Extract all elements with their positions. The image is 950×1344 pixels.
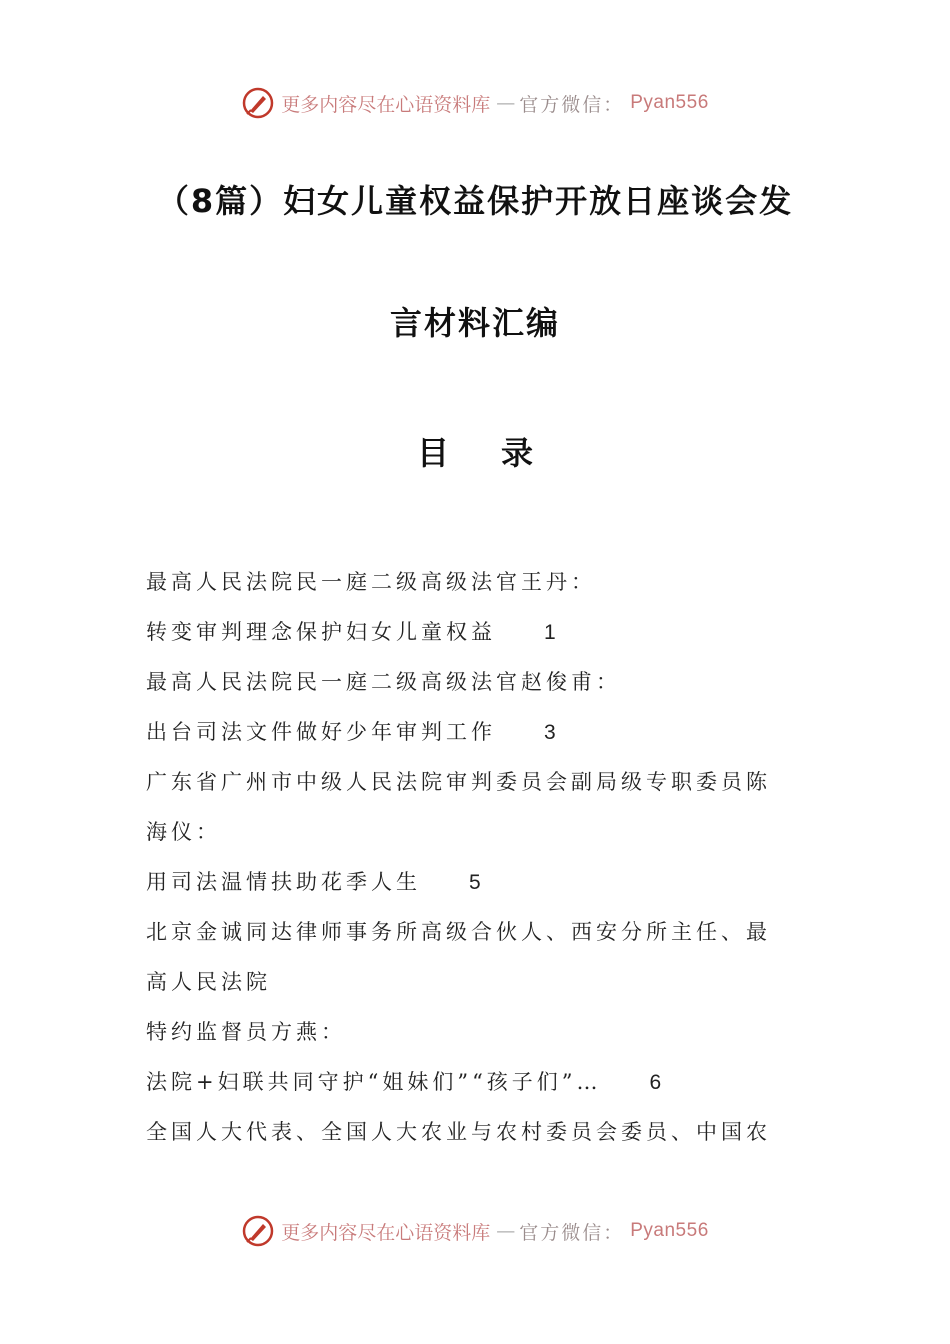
toc-heading [0, 428, 950, 474]
toc-line-text: 出台司法文件做好少年审判工作 [146, 720, 496, 744]
toc-line [146, 662, 808, 712]
toc-page-number: 3 [544, 721, 556, 744]
watermark-separator: — [496, 92, 514, 114]
watermark-label: 官方微信： [519, 93, 625, 116]
toc-line-text: 法院+妇联共同守护“姐妹们”“孩子们”… [146, 1070, 602, 1094]
watermark-label: 官方微信： [519, 1221, 625, 1244]
toc-line-text: 广东省广州市中级人民法院审判委员会副局级专职委员陈 [146, 770, 771, 794]
toc-line-text: 海仪： [146, 820, 221, 844]
toc-line [146, 762, 808, 812]
toc-page-number: 6 [649, 1071, 662, 1094]
toc-entry[interactable] [146, 712, 808, 762]
toc-line-text: 用司法温情扶助花季人生 [146, 870, 421, 894]
table-of-contents [146, 562, 808, 1162]
watermark-separator: — [496, 1220, 514, 1242]
watermark-text: 更多内容尽在心语资料库 [281, 93, 491, 116]
toc-heading-char-2: 录 [501, 434, 534, 472]
toc-line [146, 962, 808, 1012]
watermark-footer [0, 1214, 950, 1248]
toc-line-text: 高人民法院 [146, 970, 271, 994]
toc-line [146, 1012, 808, 1062]
toc-line-text: 最高人民法院民一庭二级高级法官王丹： [146, 570, 596, 594]
watermark-id: Pyan556 [630, 92, 709, 113]
pen-logo-icon [241, 86, 275, 120]
watermark-header [0, 86, 950, 120]
toc-line [146, 812, 808, 862]
toc-page-number: 1 [544, 621, 556, 644]
document-title-line-1: （8篇）妇女儿童权益保护开放日座谈会发 [156, 182, 794, 220]
toc-entry[interactable] [146, 612, 808, 662]
watermark-text: 更多内容尽在心语资料库 [281, 1221, 491, 1244]
toc-line-text: 北京金诚同达律师事务所高级合伙人、西安分所主任、最 [146, 920, 771, 944]
toc-entry[interactable] [146, 862, 808, 912]
toc-line [146, 562, 808, 612]
toc-heading-char-1: 目 [416, 434, 449, 472]
toc-line-text: 特约监督员方燕： [146, 1020, 346, 1044]
watermark-id: Pyan556 [630, 1220, 709, 1241]
toc-line [146, 912, 808, 962]
toc-line-text: 最高人民法院民一庭二级高级法官赵俊甫： [146, 670, 621, 694]
toc-line-text: 全国人大代表、全国人大农业与农村委员会委员、中国农 [146, 1120, 771, 1144]
toc-page-number: 5 [469, 871, 481, 894]
pen-logo-icon [241, 1214, 275, 1248]
toc-line [146, 1112, 808, 1162]
document-title-line-2: 言材料汇编 [389, 304, 560, 342]
toc-line-text: 转变审判理念保护妇女儿童权益 [146, 620, 496, 644]
toc-entry[interactable] [146, 1062, 808, 1112]
